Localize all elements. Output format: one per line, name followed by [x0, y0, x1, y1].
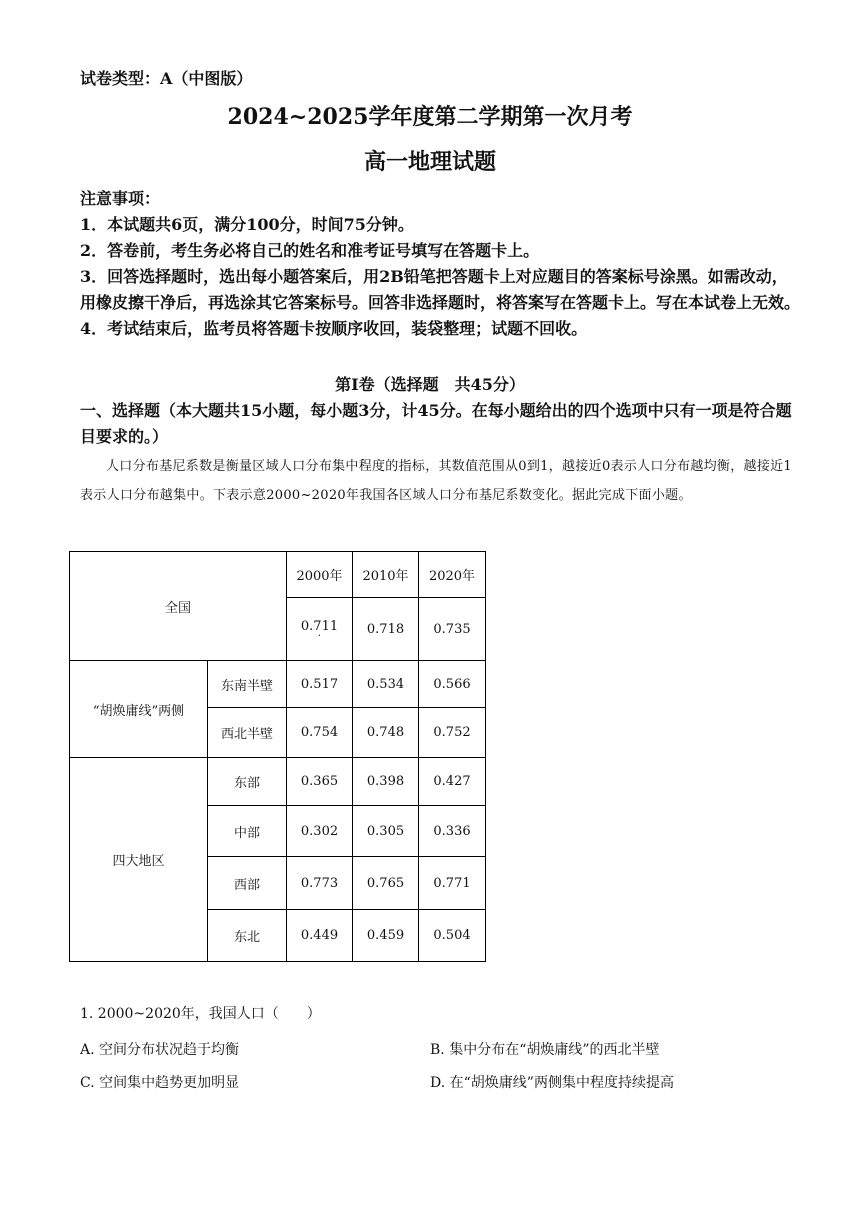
subject-title: 高一地理试题 [363, 149, 496, 175]
row-label: 中部 [208, 806, 287, 857]
material-text: 人口分布基尼系数是衡量区域人口分布集中程度的指标，其数值范围从0到1，越接近0表示人口分布越均衡，越接近1表示人口分布越集中。下表示意2000~2020年我国各区域人口分布基尼系数变化。据此完成下面小题。 [80, 459, 792, 503]
row-label: 东北 [208, 910, 287, 962]
table-cell: 0.504 [419, 910, 486, 962]
table-cell: 0.459 [353, 910, 419, 962]
regions-label: 四大地区 [70, 758, 208, 962]
row-label: 东南半壁 [208, 661, 287, 708]
table-cell: 0.427 [419, 758, 486, 806]
notice-item-4: 4．考试结束后，监考员将答题卡按顺序收回，装袋整理；试题不回收。 [80, 319, 588, 338]
table-cell: 0.748 [353, 708, 419, 758]
table-cell: 0.336 [419, 806, 486, 857]
table-cell: 0.771 [419, 857, 486, 910]
row-label: 西部 [208, 857, 287, 910]
table-cell: 0.765 [353, 857, 419, 910]
table-cell: 0.754 [287, 708, 353, 758]
table-cell: 0.398 [353, 758, 419, 806]
gini-table [69, 551, 486, 962]
option-a: A. 空间分布状况趋于均衡 [80, 1042, 240, 1058]
table-cell: 0.735 [419, 598, 486, 661]
table-cell: 0.711 · [287, 598, 353, 661]
notice-item-2: 2．答卷前，考生务必将自己的姓名和准考证号填写在答题卡上。 [80, 241, 540, 260]
row-label: 西北半壁 [208, 708, 287, 758]
part-one-instructions: 一、选择题（本大题共15小题，每小题3分，计45分。在每小题给出的四个选项中只有一项是符合题目要求的。） [80, 401, 792, 446]
option-d: D. 在“胡焕庸线”两侧集中程度持续提高 [430, 1075, 674, 1091]
national-label: 全国 [70, 552, 287, 661]
table-cell: 0.752 [419, 708, 486, 758]
option-b: B. 集中分布在“胡焕庸线”的西北半壁 [430, 1042, 660, 1058]
table-cell: 0.449 [287, 910, 353, 962]
exam-title: 2024~2025学年度第二学期第一次月考 [227, 104, 633, 130]
section-heading: 第Ⅰ卷（选择题 共45分） [335, 375, 525, 394]
table-cell: 0.302 [287, 806, 353, 857]
notice-heading: 注意事项： [80, 189, 161, 208]
table-cell: 0.718 [353, 598, 419, 661]
row-label: 东部 [208, 758, 287, 806]
exam-type: 试卷类型：A（中图版） [80, 69, 253, 88]
table-cell: 0.365 [287, 758, 353, 806]
question-1-stem: 1. 2000~2020年，我国人口（ ） [80, 1006, 321, 1022]
notice-item-1: 1．本试题共6页，满分100分，时间75分钟。 [80, 215, 414, 234]
table-cell: 0.773 [287, 857, 353, 910]
table-cell: 0.534 [353, 661, 419, 708]
table-cell: 0.517 [287, 661, 353, 708]
option-c: C. 空间集中趋势更加明显 [80, 1075, 240, 1091]
year-header: 2020年 [419, 552, 486, 598]
notice-item-3: 3．回答选择题时，选出每小题答案后，用2B铅笔把答题卡上对应题目的答案标号涂黑。如需改动，用橡皮擦干净后，再选涂其它答案标号。回答非选择题时，将答案写在答题卡上。写在本试卷上无效。 [80, 267, 801, 312]
year-header: 2010年 [353, 552, 419, 598]
notice-block [80, 186, 800, 342]
year-header: 2000年 [287, 552, 353, 598]
huline-label: “胡焕庸线”两侧 [70, 661, 208, 758]
table-cell: 0.305 [353, 806, 419, 857]
table-cell: 0.566 [419, 661, 486, 708]
